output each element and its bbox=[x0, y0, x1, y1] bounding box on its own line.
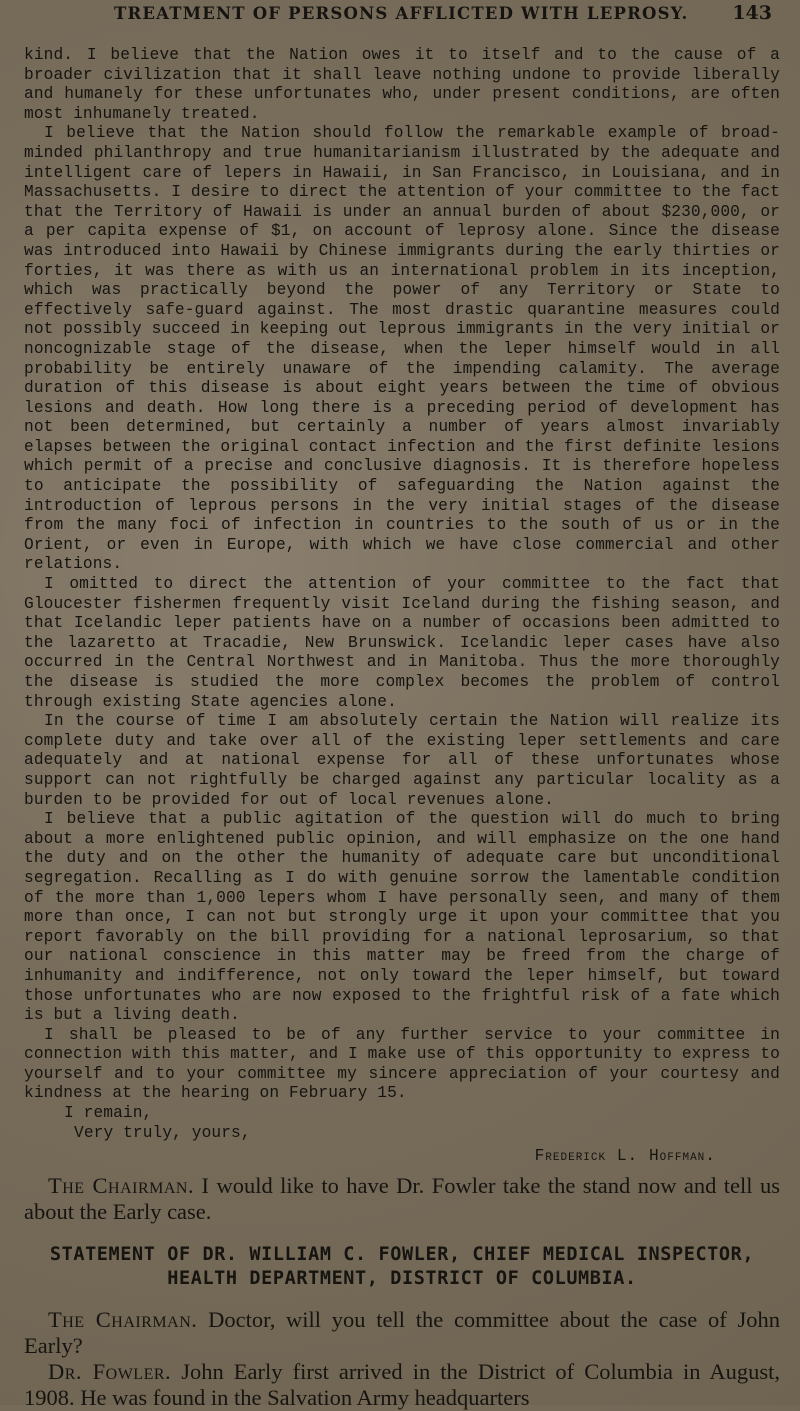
page-number: 143 bbox=[732, 2, 772, 24]
letter-body bbox=[24, 46, 780, 1167]
letter-paragraph: In the course of time I am absolutely certain the Nation will realize its complete duty and take over all of the existing leper settlements and care adequately and at national expense for all of these unfortunates whose support can not rightfully be charged against any particular locality as a burden to be provided for out of local revenues alone. bbox=[24, 712, 780, 809]
speaker-label: Dr. Fowler. bbox=[48, 1358, 172, 1384]
testimony-paragraph bbox=[24, 1359, 780, 1411]
speaker-label: The Chairman. bbox=[48, 1172, 195, 1198]
letter-paragraph: I believe that a public agitation of the question will do much to bring about a more enlightened public opinion, and will emphasize on the one hand the duty and on the other the humanity of adequate care but unconditional segregation. Recalling as I do with genuine sorrow the lamentable condition of the more than 1,000 lepers whom I have personally seen, and many of them more than once, I can not but strongly urge it upon your committee that you report favorably on the bill providing for a national leprosarium, so that our national conscience in this matter may be freed from the charge of inhumanity and indifference, not only toward the leper himself, but toward those unfortunates who are now exposed to the frightful risk of a fate which is but a living death. bbox=[24, 810, 780, 1025]
letter-signature: Frederick L. Hoffman. bbox=[534, 1147, 716, 1166]
letter-paragraph: kind. I believe that the Nation owes it to itself and to the cause of a broader civilization that it shall leave nothing undone to provide liberally and humanely for these unfortunates who, under present conditions, are often most inhumanely treated. bbox=[24, 46, 780, 123]
letter-closing: I remain, bbox=[64, 1104, 153, 1123]
running-title: TREATMENT OF PERSONS AFFLICTED WITH LEPROSY. bbox=[114, 4, 689, 23]
running-header bbox=[24, 0, 780, 36]
testimony-paragraph bbox=[24, 1173, 780, 1225]
letter-paragraph: I believe that the Nation should follow the remarkable example of broad-minded philanthropy and true humanitarianism illustrated by the adequate and intelligent care of lepers in Hawaii, in San Francisco, in Louisiana, and in Massachusetts. I desire to direct the attention of your committee to the fact that the Territory of Hawaii is under an annual burden of about $230,000, or a per capita expense of $1, on account of leprosy alone. Since the disease was introduced into Hawaii by Chinese immigrants during the early thirties or forties, it was there as with us an international problem in its inception, which was practically beyond the power of any Territory or State to effectively safe-guard against. The most drastic quarantine measures could not possibly succeed in keeping out leprous immigrants in the very initial or noncognizable stage of the disease, when the leper himself would in all probability be entirely unaware of the impending calamity. The average duration of this disease is about eight years between the time of obvious lesions and death. How long there is a preceding period of development has not been determined, but certainly a number of years almost invariably elapses between the original contact infection and the first definite lesions which permit of a precise and conclusive diagnosis. It is therefore hopeless to anticipate the possibility of safeguarding the Nation against the introduction of leprous persons in the very initial stages of the disease from the many foci of infection in countries to the south of us or in the Orient, or even in Europe, with which we have close commercial and other relations. bbox=[24, 124, 780, 574]
speaker-text: I would like to have Dr. Fowler take the stand now and tell us about the Early case. bbox=[24, 1172, 780, 1224]
speaker-text: John Early first arrived in the District of Columbia in August, 1908. He was found in the Salvation Army headquarters bbox=[24, 1358, 781, 1410]
letter-paragraph: I omitted to direct the attention of your committee to the fact that Gloucester fishermen frequently visit Iceland during the fishing season, and that Icelandic leper patients have on a number of occasions been admitted to the lazaretto at Tracadie, New Brunswick. Icelandic leper cases have also occurred in the Central Northwest and in Manitoba. Thus the more thoroughly the disease is studied the more complex becomes the problem of control through existing State agencies alone. bbox=[24, 575, 780, 711]
testimony-body bbox=[24, 1173, 780, 1411]
section-heading: STATEMENT OF DR. WILLIAM C. FOWLER, CHIEF MEDICAL INSPECTOR, HEALTH DEPARTMENT, DISTRICT OF COLUMBIA. bbox=[49, 1243, 755, 1289]
speaker-text: Doctor, will you tell the committee about the case of John Early? bbox=[24, 1306, 781, 1358]
testimony-paragraph bbox=[24, 1307, 780, 1359]
speaker-label: The Chairman. bbox=[48, 1306, 198, 1332]
letter-closing-salutation: Very truly, yours, bbox=[74, 1123, 251, 1142]
letter-paragraph: I shall be pleased to be of any further service to your committee in connection with this matter, and I make use of this opportunity to express to yourself and to your committee my sincere appreciation of your courtesy and kindness at the hearing on February 15. bbox=[24, 1025, 780, 1103]
